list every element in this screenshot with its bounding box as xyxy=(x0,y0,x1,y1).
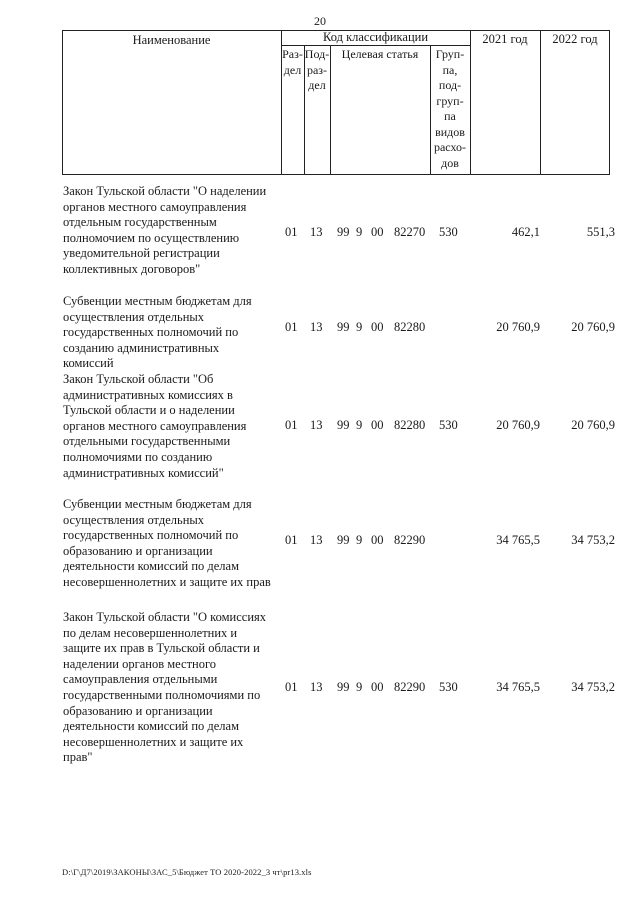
row-section: 01 xyxy=(285,225,298,239)
row-group: 530 xyxy=(439,225,458,239)
row-subsection: 13 xyxy=(310,680,323,694)
row-target-4: 82280 xyxy=(394,320,426,334)
row-value-2022: 34 753,2 xyxy=(571,533,615,547)
header-year-2022: 2022 год xyxy=(552,32,598,46)
row-target-1: 99 xyxy=(337,680,350,694)
row-target-4: 82290 xyxy=(394,533,426,547)
row-target-3: 00 xyxy=(371,680,384,694)
row-target-2: 9 xyxy=(356,680,363,694)
page-number: 20 xyxy=(314,14,326,28)
row-subsection: 13 xyxy=(310,225,323,239)
row-name: Субвенции местным бюджетам для осуществления отдельных государственных полномочий по образованию и организации деятельности комиссий по делам несовершеннолетних и защите их прав xyxy=(63,497,271,589)
row-subsection: 13 xyxy=(310,418,323,432)
row-value-2022: 20 760,9 xyxy=(571,320,615,334)
row-value-2022: 551,3 xyxy=(586,225,615,239)
row-target-1: 99 xyxy=(337,418,350,432)
row-name: Закон Тульской области "Об административных комиссиях в Тульской области и о наделении органов местного самоуправления отдельными государственными полномочиями по созданию административных комиссий" xyxy=(63,372,247,480)
header-section: Раз- дел xyxy=(282,47,303,77)
row-section: 01 xyxy=(285,418,298,432)
row-value-2022: 20 760,9 xyxy=(571,418,615,432)
header-group: Груп- па, под- груп- па видов расхо- дов xyxy=(433,47,467,170)
row-target-3: 00 xyxy=(371,320,384,334)
row-target-1: 99 xyxy=(337,533,350,547)
header-code-group: Код классификации xyxy=(322,30,429,44)
row-value-2021: 20 760,9 xyxy=(496,418,540,432)
row-section: 01 xyxy=(285,680,298,694)
row-section: 01 xyxy=(285,320,298,334)
row-value-2021: 34 765,5 xyxy=(496,533,540,547)
header-subsection: Под- раз- дел xyxy=(304,47,330,92)
row-value-2021: 20 760,9 xyxy=(496,320,540,334)
row-target-2: 9 xyxy=(356,225,363,239)
row-section: 01 xyxy=(285,533,298,547)
row-target-2: 9 xyxy=(356,418,363,432)
row-target-1: 99 xyxy=(337,225,350,239)
row-name: Закон Тульской области "О наделении органов местного самоуправления отдельным государственным полномочием по осуществлению уведомительной регистрации коллективных договоров" xyxy=(63,184,267,276)
header-name: Наименование xyxy=(132,33,211,47)
row-target-3: 00 xyxy=(371,225,384,239)
row-value-2021: 34 765,5 xyxy=(496,680,540,694)
row-name: Закон Тульской области "О комиссиях по делам несовершеннолетних и защите их прав в Тульской области и наделении органов местного самоуправления отдельными государственными полномочиями по образованию и организации деятельности комиссий по делам несовершеннолетних и защите их прав" xyxy=(63,610,267,765)
row-group: 530 xyxy=(439,418,458,432)
row-target-2: 9 xyxy=(356,320,363,334)
row-value-2021: 462,1 xyxy=(511,225,540,239)
row-name: Субвенции местным бюджетам для осуществления отдельных государственных полномочий по созданию административных комиссий xyxy=(63,294,252,371)
row-target-3: 00 xyxy=(371,418,384,432)
header-year-2021: 2021 год xyxy=(482,32,528,46)
row-target-4: 82280 xyxy=(394,418,426,432)
row-subsection: 13 xyxy=(310,533,323,547)
row-subsection: 13 xyxy=(310,320,323,334)
row-group: 530 xyxy=(439,680,458,694)
row-value-2022: 34 753,2 xyxy=(571,680,615,694)
footer-file-path: D:\Г\Д7\2019\ЗАКОНЫ\ЗАС_5\Бюджет ТО 2020-2022_3 чт\pr13.xls xyxy=(62,867,312,877)
row-target-1: 99 xyxy=(337,320,350,334)
row-target-2: 9 xyxy=(356,533,363,547)
row-target-4: 82270 xyxy=(394,225,426,239)
row-target-4: 82290 xyxy=(394,680,426,694)
header-target-article: Целевая статья xyxy=(341,47,419,61)
row-target-3: 00 xyxy=(371,533,384,547)
